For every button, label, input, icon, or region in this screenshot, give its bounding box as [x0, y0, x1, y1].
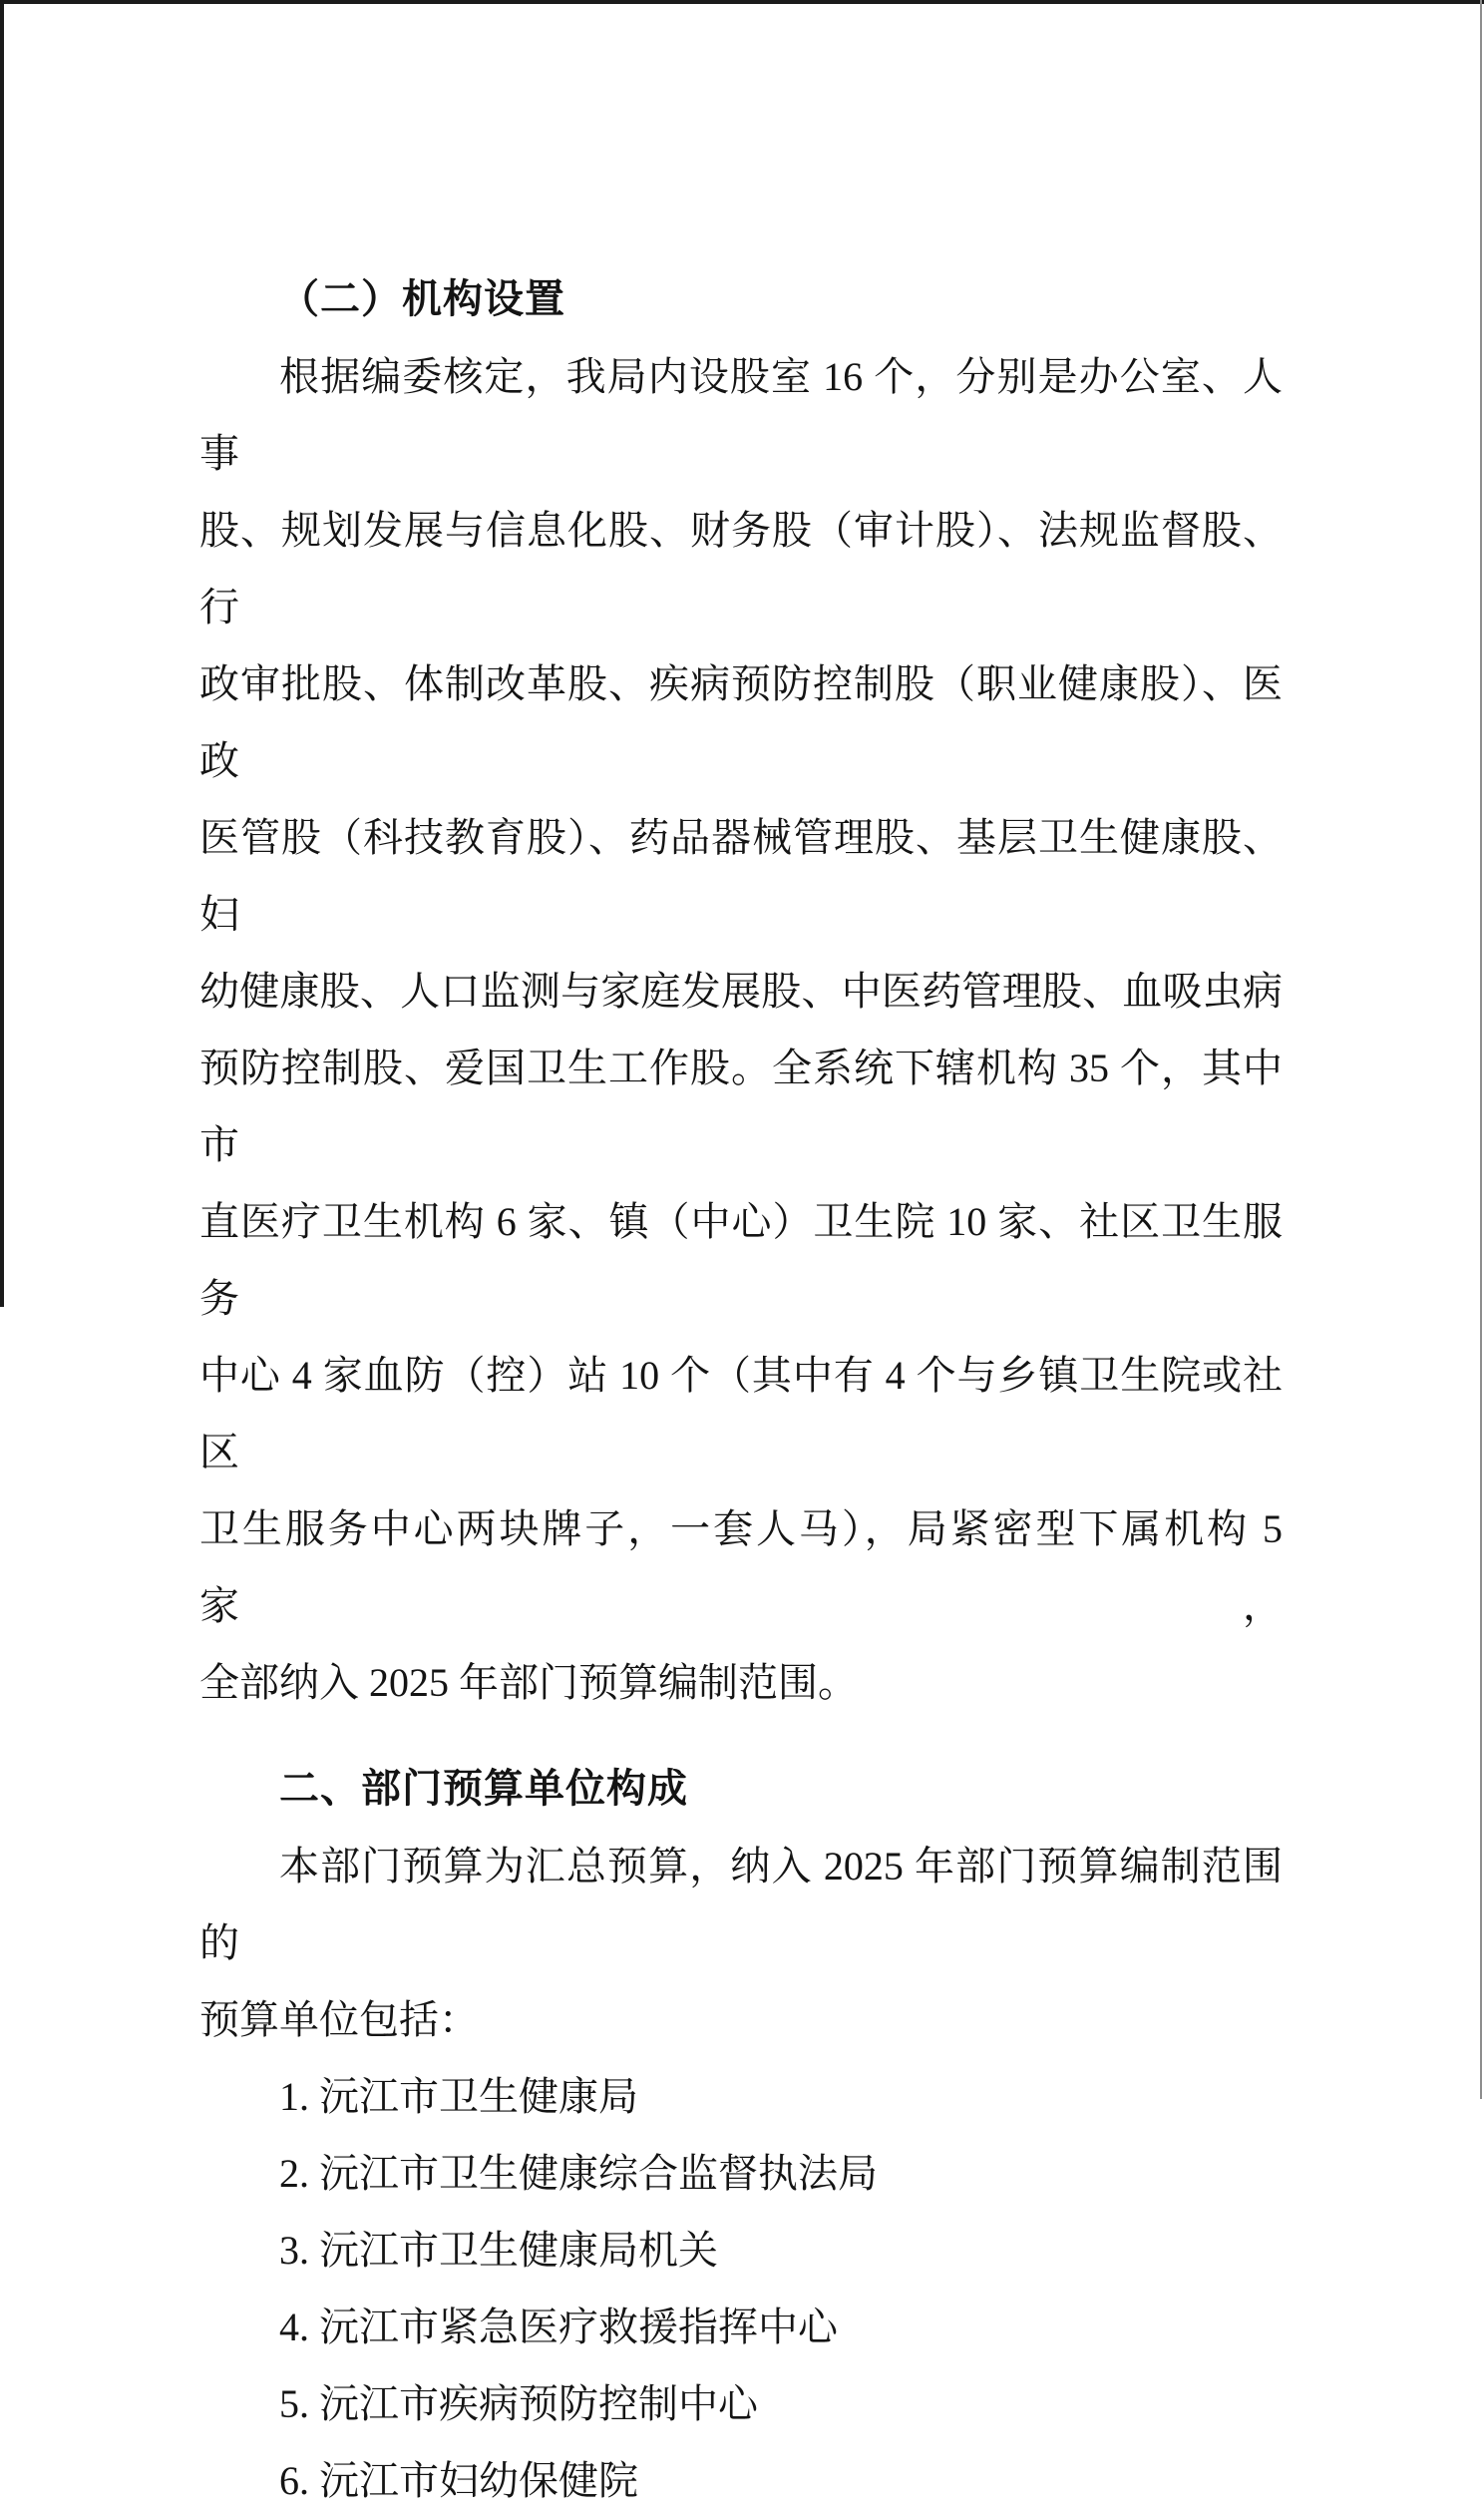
- paragraph-line: 卫生服务中心两块牌子，一套人马），局紧密型下属机构 5 家，: [199, 1506, 1283, 1628]
- paragraph-line: 中心 4 家血防（控）站 10 个（其中有 4 个与乡镇卫生院或社区: [199, 1353, 1283, 1474]
- page-content: [199, 261, 1283, 2519]
- paragraph-line: 医管股（科技教育股）、药品器械管理股、基层卫生健康股、妇: [199, 815, 1283, 937]
- section-heading-org: （二）机构设置: [279, 277, 565, 321]
- list-item: 4. 沅江市紧急医疗救援指挥中心: [279, 2305, 838, 2349]
- list-item: 1. 沅江市卫生健康局: [279, 2074, 638, 2119]
- paragraph-line: 幼健康股、人口监测与家庭发展股、中医药管理股、血吸虫病: [199, 969, 1283, 1014]
- scan-edge-right: [1480, 0, 1482, 2099]
- list-item: 5. 沅江市疾病预防控制中心: [279, 2381, 758, 2426]
- paragraph-line: 直医疗卫生机构 6 家、镇（中心）卫生院 10 家、社区卫生服务: [199, 1199, 1283, 1321]
- paragraph-line: 股、规划发展与信息化股、财务股（审计股）、法规监督股、行: [199, 508, 1283, 630]
- paragraph-line: 政审批股、体制改革股、疾病预防控制股（职业健康股）、医政: [199, 661, 1283, 783]
- section-heading-units: 二、部门预算单位构成: [279, 1767, 688, 1811]
- paragraph-line: 预算单位包括：: [199, 1997, 479, 2042]
- paragraph-line: 根据编委核定，我局内设股室 16 个，分别是办公室、人事: [199, 354, 1283, 476]
- list-item: 6. 沅江市妇幼保健院: [279, 2458, 638, 2503]
- scan-edge-top: [0, 0, 1484, 4]
- list-item: 2. 沅江市卫生健康综合监督执法局: [279, 2151, 878, 2196]
- scan-edge-left: [0, 0, 4, 1307]
- paragraph-line: 全部纳入 2025 年部门预算编制范围。: [199, 1660, 858, 1705]
- paragraph-line: 本部门预算为汇总预算，纳入 2025 年部门预算编制范围的: [199, 1844, 1283, 1965]
- paragraph-line: 预防控制股、爱国卫生工作股。全系统下辖机构 35 个，其中市: [199, 1046, 1283, 1167]
- list-item: 3. 沅江市卫生健康局机关: [279, 2228, 718, 2273]
